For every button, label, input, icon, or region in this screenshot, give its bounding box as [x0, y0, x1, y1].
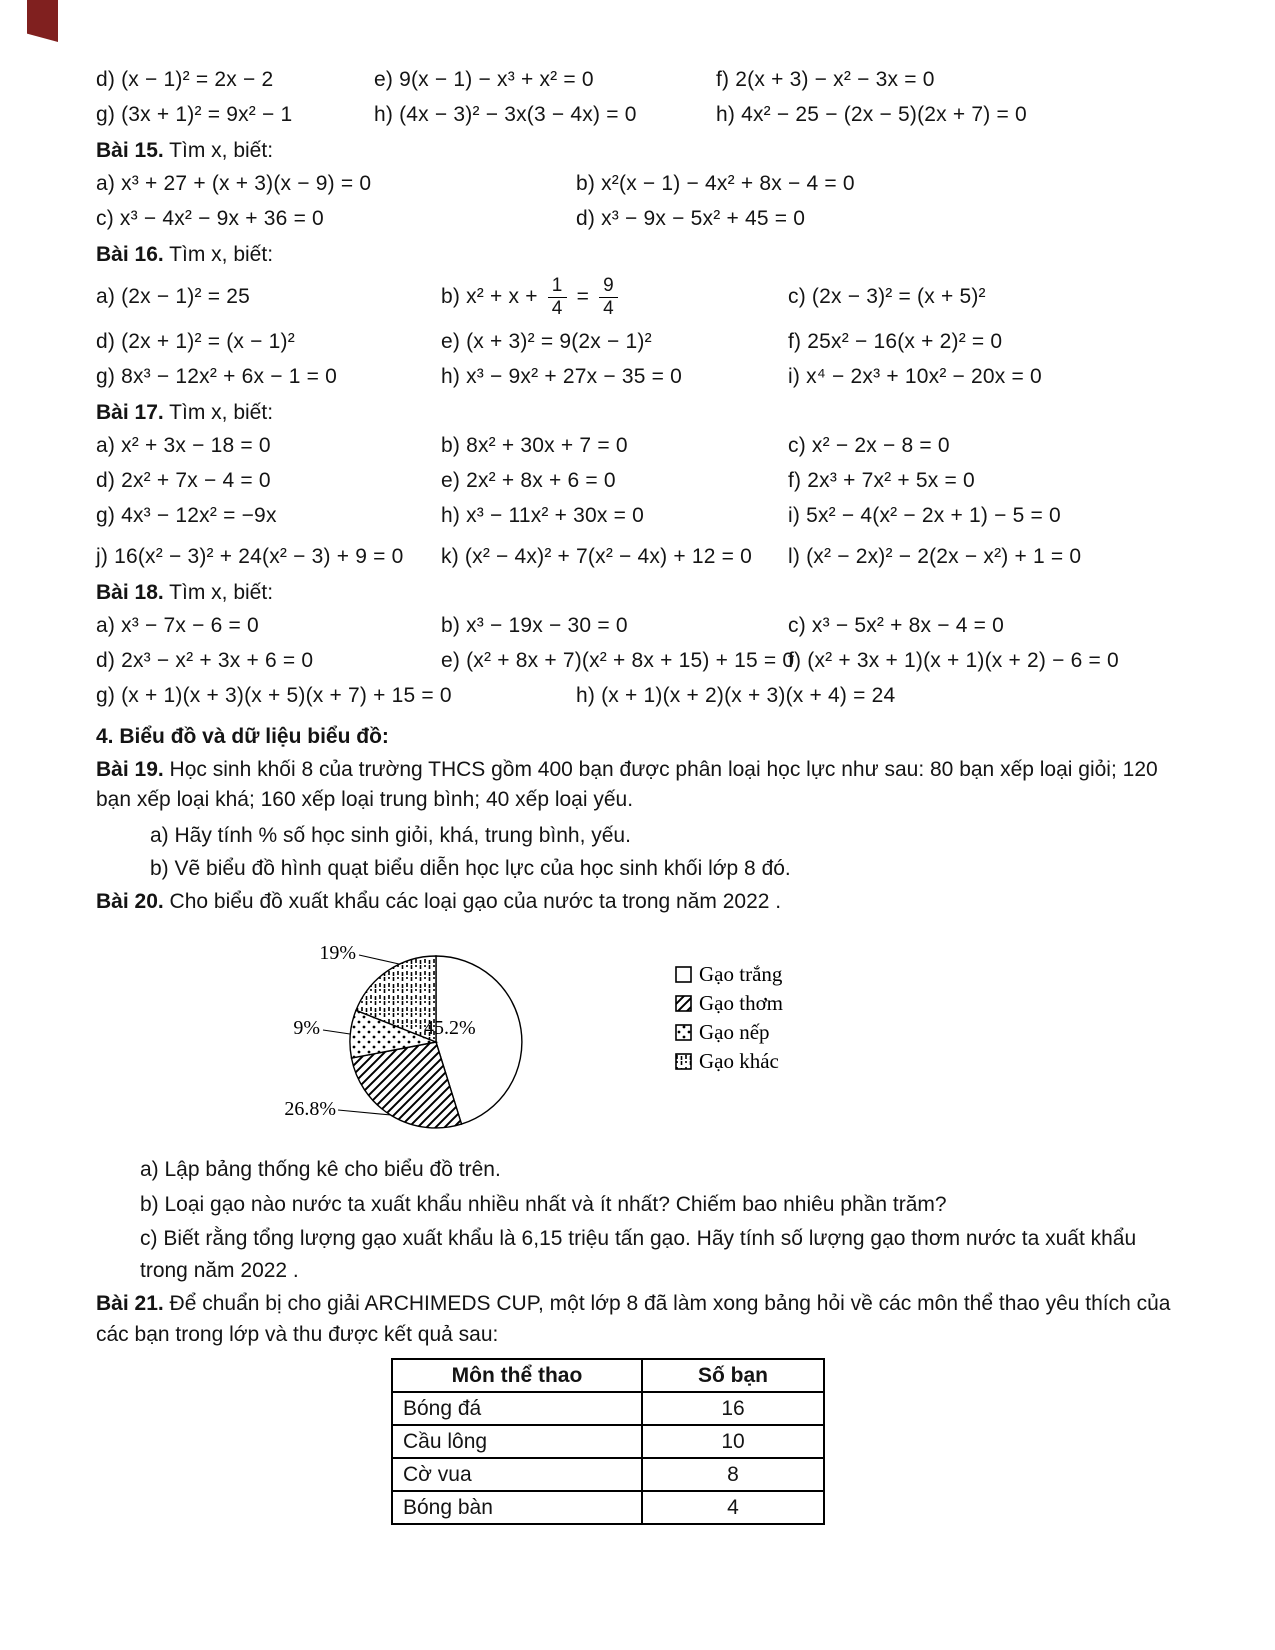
- math-expression: g) (x + 1)(x + 3)(x + 5)(x + 7) + 15 = 0: [96, 683, 452, 707]
- sport-count-cell: 10: [642, 1425, 824, 1458]
- exercise-number: Bài 20.: [96, 889, 164, 913]
- fraction: [548, 276, 567, 319]
- chart-legend: [676, 962, 783, 1073]
- fraction-numerator: 1: [548, 276, 567, 298]
- column-header-count: Số bạn: [642, 1359, 824, 1392]
- bai19-text: Học sinh khối 8 của trường THCS gồm 400 bạn được phân loại học lực như sau: 80 bạn xếp loại giỏi; 120 bạn xếp loại khá; 160 xếp loại trung bình; 40 xếp loại yếu.: [96, 757, 1158, 812]
- exercise-heading-bai15: [96, 139, 1183, 163]
- math-expression: f) 25x² − 16(x + 2)² = 0: [788, 329, 1003, 353]
- math-expression: e) (x² + 8x + 7)(x² + 8x + 15) + 15 = 0: [441, 648, 795, 672]
- exercise-title: Tìm x, biết:: [163, 243, 274, 266]
- leader-line-9: [323, 1030, 350, 1034]
- math-expression: g) 4x³ − 12x² = −9x: [96, 503, 277, 527]
- math-expression: d) 2x³ − x² + 3x + 6 = 0: [96, 648, 314, 672]
- bai17-row-2: [96, 469, 1183, 504]
- bai15-row-1: [96, 172, 1183, 207]
- bai19-question-b: b) Vẽ biểu đồ hình quạt biểu diễn học lực của học sinh khối lớp 8 đó.: [150, 857, 791, 881]
- sport-count-cell: 16: [642, 1392, 824, 1425]
- bai20-question-a: a) Lập bảng thống kê cho biểu đồ trên.: [140, 1158, 501, 1182]
- rice-export-pie-chart: [256, 929, 1183, 1150]
- bai16-row-1: [96, 276, 1183, 330]
- math-expression: a) (2x − 1)² = 25: [96, 285, 250, 308]
- legend-marker-trang: [676, 967, 691, 982]
- slice-label-nep: 9%: [293, 1017, 320, 1040]
- legend-marker-thom: [676, 996, 691, 1011]
- legend-label-nep: Gạo nếp: [699, 1020, 770, 1045]
- sports-survey-table: [391, 1358, 825, 1525]
- math-expression: h) x³ − 9x² + 27x − 35 = 0: [441, 364, 682, 388]
- bai19-paragraph: [96, 755, 1183, 816]
- legend-label-trang: Gạo trắng: [699, 962, 783, 987]
- bai21-text: Để chuẩn bị cho giải ARCHIMEDS CUP, một lớp 8 đã làm xong bảng hỏi về các môn thể thao yêu thích của các bạn trong lớp và thu được kết quả sau:: [96, 1292, 1171, 1346]
- exercise-heading-bai16: [96, 243, 1183, 267]
- math-expression: a) x³ − 7x − 6 = 0: [96, 613, 259, 637]
- pie-slices-group: [350, 956, 522, 1128]
- table-row: [392, 1458, 824, 1491]
- pie-chart-svg: [256, 929, 956, 1144]
- bai19-question-a: a) Hãy tính % số học sinh giỏi, khá, trung bình, yếu.: [150, 823, 631, 847]
- bai20-question-c: c) Biết rằng tổng lượng gạo xuất khẩu là 6,15 triệu tấn gạo. Hãy tính số lượng gạo thơm nước ta xuất khẩu trong năm 2022 .: [140, 1227, 1137, 1282]
- bai17-row-4: [96, 545, 1183, 580]
- math-expression: d) (x − 1)² = 2x − 2: [96, 68, 274, 91]
- bai20-paragraph: [96, 887, 1183, 917]
- legend-marker-nep: [676, 1025, 691, 1040]
- leader-line-268: [338, 1110, 391, 1115]
- leader-line-19: [359, 955, 399, 964]
- table-row: [392, 1491, 824, 1524]
- bai17-row-3: [96, 504, 1183, 539]
- sport-name-cell: Bóng bàn: [392, 1491, 642, 1524]
- bai16-row-3: [96, 365, 1183, 400]
- bai21-paragraph: [96, 1289, 1183, 1350]
- section-heading-charts: 4. Biểu đồ và dữ liệu biểu đồ:: [96, 724, 389, 748]
- math-expression: i) 5x² − 4(x² − 2x + 1) − 5 = 0: [788, 503, 1061, 527]
- math-expression: c) x³ − 4x² − 9x + 36 = 0: [96, 207, 324, 230]
- bai18-row-1: [96, 614, 1183, 649]
- slice-label-trang: 45.2%: [424, 1017, 476, 1040]
- fraction-numerator: 9: [599, 276, 618, 298]
- bai18-row-2: [96, 649, 1183, 684]
- math-expression: g) 8x³ − 12x² + 6x − 1 = 0: [96, 364, 337, 388]
- table-header-row: [392, 1359, 824, 1392]
- math-expression: h) (4x − 3)² − 3x(3 − 4x) = 0: [374, 103, 637, 126]
- exercise-title: Tìm x, biết:: [163, 139, 274, 162]
- sport-name-cell: Cờ vua: [392, 1458, 642, 1491]
- math-expression: k) (x² − 4x)² + 7(x² − 4x) + 12 = 0: [441, 544, 753, 568]
- intro-equation-row-2: [96, 103, 1183, 138]
- math-expression: e) 9(x − 1) − x³ + x² = 0: [374, 68, 594, 91]
- exercise-heading-bai18: [96, 581, 1183, 605]
- math-expression: g) (3x + 1)² = 9x² − 1: [96, 103, 293, 126]
- exercise-title: Tìm x, biết:: [163, 580, 274, 604]
- legend-marker-khac: [676, 1054, 691, 1069]
- math-expression: d) (2x + 1)² = (x − 1)²: [96, 329, 295, 353]
- math-expression: c) x² − 2x − 8 = 0: [788, 433, 950, 457]
- math-expression: a) x³ + 27 + (x + 3)(x − 9) = 0: [96, 172, 372, 195]
- bai15-row-2: [96, 207, 1183, 242]
- legend-label-thom: Gạo thơm: [699, 991, 784, 1016]
- math-expression: e) (x + 3)² = 9(2x − 1)²: [441, 329, 652, 353]
- math-expression: c) x³ − 5x² + 8x − 4 = 0: [788, 613, 1005, 637]
- math-expression: b) x³ − 19x − 30 = 0: [441, 613, 628, 637]
- sport-count-cell: 4: [642, 1491, 824, 1524]
- column-header-sport: Môn thể thao: [392, 1359, 642, 1392]
- exercise-number: Bài 16.: [96, 243, 164, 266]
- math-expression: i) x⁴ − 2x³ + 10x² − 20x = 0: [788, 364, 1042, 388]
- bai16-row-2: [96, 330, 1183, 365]
- math-expression: j) 16(x² − 3)² + 24(x² − 3) + 9 = 0: [96, 544, 404, 568]
- exercise-number: Bài 15.: [96, 139, 164, 162]
- math-expression: e) 2x² + 8x + 6 = 0: [441, 468, 616, 492]
- bai17-row-1: [96, 434, 1183, 469]
- exercise-number: Bài 21.: [96, 1292, 164, 1316]
- math-expression: d) 2x² + 7x − 4 = 0: [96, 468, 271, 492]
- intro-equation-row-1: [96, 68, 1183, 103]
- equals-sign: =: [576, 284, 590, 308]
- math-expression: f) 2(x + 3) − x² − 3x = 0: [716, 68, 935, 91]
- math-expression: f) 2x³ + 7x² + 5x = 0: [788, 468, 975, 492]
- slice-label-thom: 26.8%: [284, 1098, 336, 1121]
- sport-name-cell: Bóng đá: [392, 1392, 642, 1425]
- legend-label-khac: Gạo khác: [699, 1049, 779, 1074]
- fraction-denominator: 4: [551, 297, 563, 319]
- bai20-text: Cho biểu đồ xuất khẩu các loại gạo của nước ta trong năm 2022 .: [163, 889, 782, 913]
- sport-count-cell: 8: [642, 1458, 824, 1491]
- sport-name-cell: Cầu lông: [392, 1425, 642, 1458]
- fraction-denominator: 4: [603, 297, 614, 319]
- table-row: [392, 1392, 824, 1425]
- exercise-number: Bài 18.: [96, 580, 164, 604]
- math-expression: c) (2x − 3)² = (x + 5)²: [788, 285, 986, 308]
- math-expression: b) x²(x − 1) − 4x² + 8x − 4 = 0: [576, 172, 855, 195]
- fraction: [599, 276, 618, 319]
- math-expression: h) (x + 1)(x + 2)(x + 3)(x + 4) = 24: [576, 683, 896, 707]
- math-expression: b) 8x² + 30x + 7 = 0: [441, 433, 628, 457]
- expression-prefix: b) x² + x +: [441, 284, 544, 308]
- math-expression: a) x² + 3x − 18 = 0: [96, 433, 271, 457]
- exercise-number: Bài 19.: [96, 757, 164, 781]
- exercise-number: Bài 17.: [96, 400, 164, 424]
- math-expression: d) x³ − 9x − 5x² + 45 = 0: [576, 207, 806, 230]
- bai20-question-b: b) Loại gạo nào nước ta xuất khẩu nhiều nhất và ít nhất? Chiếm bao nhiêu phần trăm?: [140, 1192, 947, 1216]
- table-row: [392, 1425, 824, 1458]
- math-expression: l) (x² − 2x)² − 2(2x − x²) + 1 = 0: [788, 544, 1082, 568]
- exercise-heading-bai17: [96, 401, 1183, 425]
- math-expression-with-fraction: [441, 276, 788, 319]
- bai18-row-3: [96, 684, 1183, 719]
- math-expression: h) 4x² − 25 − (2x − 5)(2x + 7) = 0: [716, 103, 1027, 126]
- slice-label-khac: 19%: [319, 942, 356, 965]
- math-expression: f) (x² + 3x + 1)(x + 1)(x + 2) − 6 = 0: [788, 648, 1119, 672]
- exercise-title: Tìm x, biết:: [163, 400, 274, 424]
- math-expression: h) x³ − 11x² + 30x = 0: [441, 503, 645, 527]
